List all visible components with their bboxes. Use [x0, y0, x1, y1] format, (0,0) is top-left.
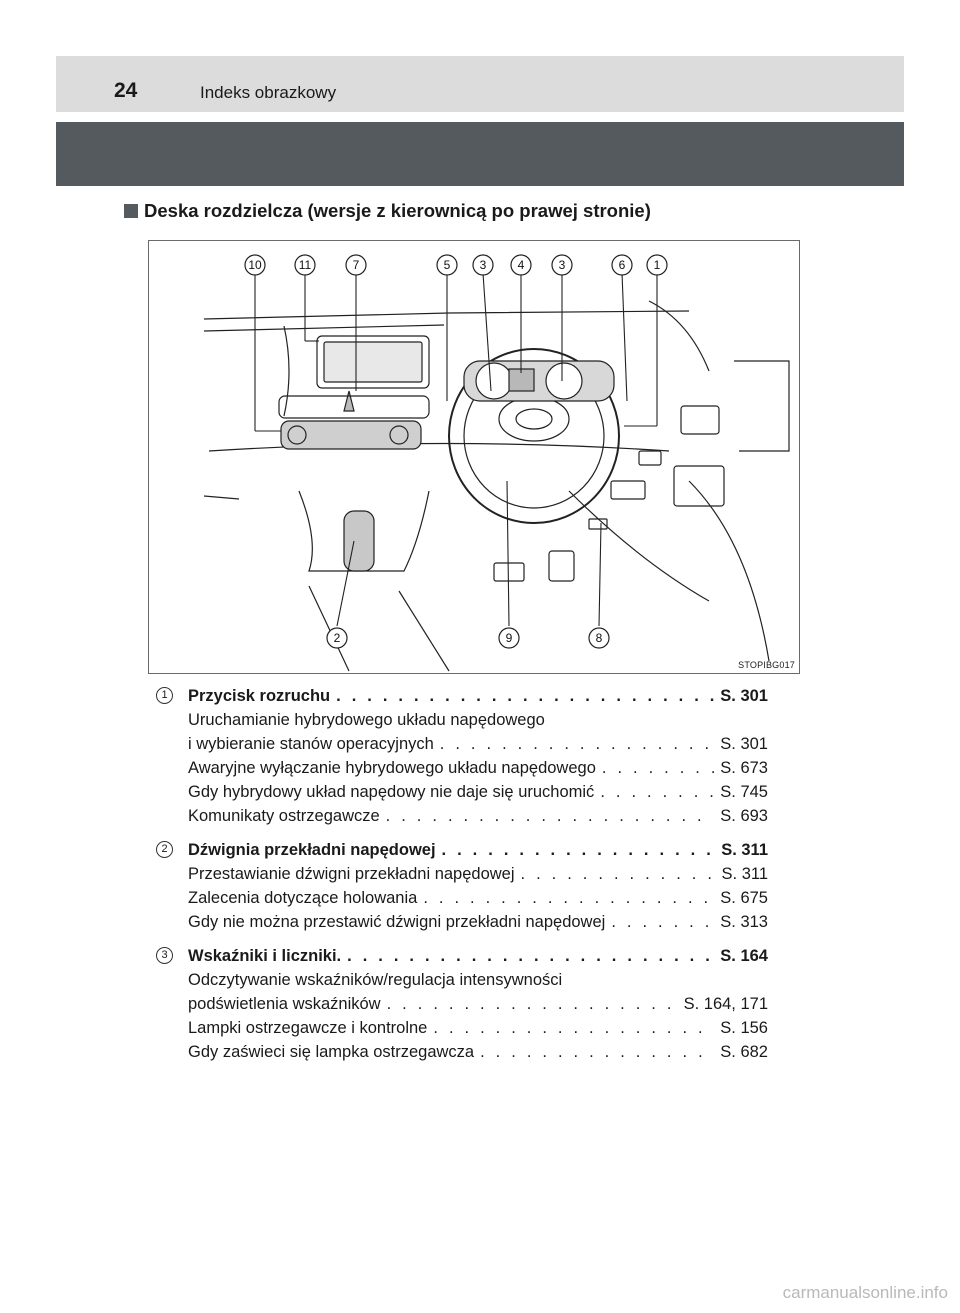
entry-number-badge: 3: [156, 947, 173, 964]
leader-dots: [423, 886, 714, 910]
sub-text: i wybieranie stanów operacyjnych: [188, 735, 434, 753]
sub-entry: [156, 1040, 768, 1064]
entry-number-badge: 2: [156, 841, 173, 858]
callout-3b: 3: [558, 258, 566, 272]
sub-entry: [156, 756, 768, 780]
sub-text: Lampki ostrzegawcze i kontrolne: [188, 1019, 428, 1037]
sub-page: S. 301: [720, 735, 768, 753]
sub-page: S. 745: [720, 783, 768, 801]
sub-text: Awaryjne wyłączanie hybrydowego układu napędowego: [188, 759, 596, 777]
sub-page: S. 673: [720, 759, 768, 777]
sub-entry: [156, 862, 768, 886]
watermark: carmanualsonline.info: [782, 1283, 948, 1302]
entry-title: Wskaźniki i liczniki.: [188, 947, 342, 965]
leader-dots: [602, 756, 714, 780]
sub-text: Gdy nie można przestawić dźwigni przekładni napędowej: [188, 913, 606, 931]
leader-dots: [611, 910, 714, 934]
entry-start-button: [156, 684, 768, 828]
entry-number-badge: 1: [156, 687, 173, 704]
sub-text: Odczytywanie wskaźników/regulacja intensywności: [188, 971, 563, 989]
leader-dots: [433, 1016, 714, 1040]
entry-title: Przycisk rozruchu: [188, 687, 331, 705]
leader-dots: [347, 944, 714, 968]
sub-page: S. 164, 171: [683, 995, 768, 1013]
entry-title-row: [156, 684, 768, 708]
leader-dots: [387, 992, 678, 1016]
sub-text: Zalecenia dotyczące holowania: [188, 889, 418, 907]
callout-1: 1: [653, 258, 661, 272]
leader-dots: [521, 862, 716, 886]
section-square-icon: [124, 204, 138, 218]
sub-entry: [156, 708, 768, 732]
sub-entry: [156, 732, 768, 756]
callout-2: 2: [333, 631, 341, 645]
dashboard-illustration: [149, 241, 800, 674]
entry-page: S. 311: [721, 841, 768, 859]
callout-5: 5: [443, 258, 451, 272]
callout-8: 8: [595, 631, 603, 645]
sub-entry: [156, 804, 768, 828]
callout-7: 7: [352, 258, 360, 272]
sub-page: S. 156: [720, 1019, 768, 1037]
leader-dots: [440, 732, 714, 756]
callout-9: 9: [505, 631, 513, 645]
sub-text: Przestawianie dźwigni przekładni napędowej: [188, 865, 515, 883]
leader-dots: [600, 780, 714, 804]
chapter-band: [56, 122, 904, 186]
sub-page: S. 675: [720, 889, 768, 907]
entry-page: S. 164: [720, 947, 768, 965]
sub-entry: [156, 968, 768, 992]
leader-dots: [336, 684, 714, 708]
section-title: Deska rozdzielcza (wersje z kierownicą po prawej stronie): [144, 200, 651, 221]
sub-entry: [156, 992, 768, 1016]
entry-title: Dźwignia przekładni napędowej: [188, 841, 436, 859]
leader-dots: [480, 1040, 714, 1064]
dashboard-figure: [148, 240, 800, 674]
entry-title-row: [156, 944, 768, 968]
sub-text: Gdy zaświeci się lampka ostrzegawcza: [188, 1043, 475, 1061]
page-number: 24: [114, 79, 138, 102]
sub-text: Uruchamianie hybrydowego układu napędowego: [188, 711, 545, 729]
sub-page: S. 311: [721, 865, 768, 883]
leader-dots: [386, 804, 715, 828]
entry-shift-lever: [156, 838, 768, 934]
callout-4: 4: [517, 258, 525, 272]
sub-page: S. 682: [720, 1043, 768, 1061]
sub-text: Gdy hybrydowy układ napędowy nie daje się uruchomić: [188, 783, 595, 801]
callout-3a: 3: [479, 258, 487, 272]
entry-gauges-meters: [156, 944, 768, 1064]
header-bar: [56, 56, 904, 112]
page-header-title: Indeks obrazkowy: [200, 83, 337, 102]
section-heading: [124, 202, 651, 221]
index-entries: [156, 684, 768, 1074]
sub-entry: [156, 886, 768, 910]
sub-entry: [156, 1016, 768, 1040]
sub-text: Komunikaty ostrzegawcze: [188, 807, 380, 825]
callout-11: 11: [298, 258, 312, 272]
sub-page: S. 693: [720, 807, 768, 825]
callout-6: 6: [618, 258, 626, 272]
figure-code: STOPIBG017: [738, 660, 795, 670]
sub-page: S. 313: [720, 913, 768, 931]
entry-title-row: [156, 838, 768, 862]
entry-page: S. 301: [720, 687, 768, 705]
sub-text: podświetlenia wskaźników: [188, 995, 381, 1013]
sub-entry: [156, 780, 768, 804]
sub-entry: [156, 910, 768, 934]
leader-dots: [442, 838, 716, 862]
callout-10: 10: [248, 258, 262, 272]
